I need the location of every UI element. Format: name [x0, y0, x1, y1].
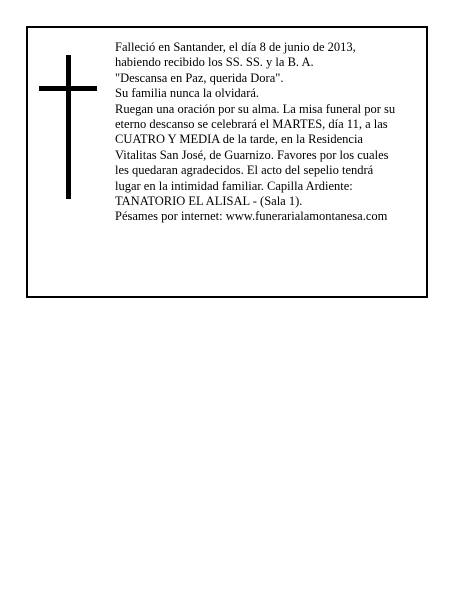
burial-line: lugar en la intimidad familiar. Capilla Ardiente:: [115, 178, 353, 193]
family-line: Su familia nunca la olvidará.: [115, 86, 260, 101]
thanks-line: les quedaran agradecidos. El acto del sepelio tendrá: [115, 163, 374, 178]
time-line: CUATRO Y MEDIA de la tarde, en la Residencia: [115, 132, 363, 147]
cross-vertical-bar: [66, 55, 71, 199]
cross-icon: [39, 55, 97, 199]
chapel-line: TANATORIO EL ALISAL - (Sala 1).: [115, 194, 303, 209]
cross-horizontal-bar: [39, 86, 97, 91]
obituary-text: [115, 40, 420, 225]
venue-line: Vitalitas San José, de Guarnizo. Favores por los cuales: [115, 147, 389, 162]
prayer-line: Ruegan una oración por su alma. La misa funeral por su: [115, 101, 396, 116]
obituary-notice: [26, 26, 428, 298]
mass-line: eterno descanso se celebrará el MARTES, día 11, a las: [115, 117, 388, 132]
rest-in-peace-line: "Descansa en Paz, querida Dora".: [115, 70, 284, 85]
death-date-line: Falleció en Santander, el día 8 de junio de 2013,: [115, 40, 356, 54]
condolences-line: Pésames por internet: www.funerarialamontanesa.com: [115, 209, 388, 224]
sacraments-line: habiendo recibido los SS. SS. y la B. A.: [115, 55, 314, 70]
